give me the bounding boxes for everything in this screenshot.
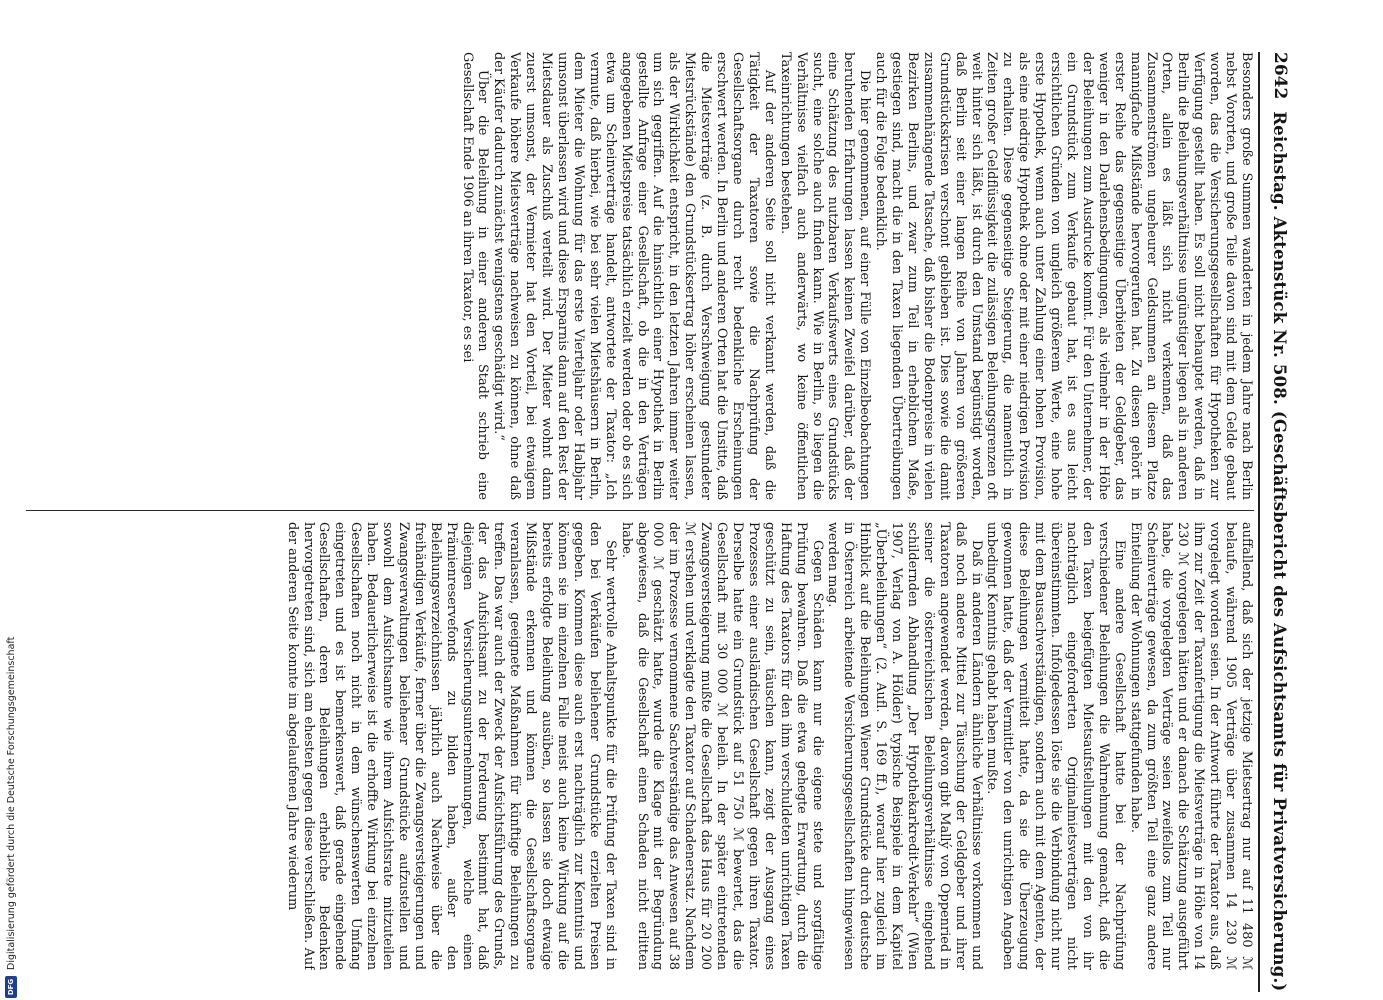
paragraph: Sehr wertvolle Anhaltspunkte für die Prüfung der Taxen sind in den bei Verkäufen beliehener Grundstücke erzielten Preisen gegeben. Kommen diese auch erst nachträglich zur Kenntnis und können sie im einzelnen Falle meist auch keine Wirkung auf die bereits erfolgte Beleihung ausüben, so lassen sie doch etwaige Mißstände erkennen und können die Gesellschaftsorgane veranlassen, geeignete Maßnahmen für künftige Beleihungen zu treffen. Das war auch der Zweck der Aufsichtsführung des Grunds, der das Aufsichtsamt zu der Forderung bestimmt hat, daß diejenigen Versicherungsunternehmungen, welche einen Prämienreservefonds zu bilden haben, außer den Beleihungsverzeichnissen jährlich auch Nachweise über die freihändigen Verkäufe, ferner über die Zwangsversteigerungen und Zwangsverwaltungen beliehener Grundstücke aufzustellen und sowohl dem Aufsichtsamte wie ihrem Aufsichtsrate mitzuteilen haben. Bedauerlicherweise ist die erhoffte Wirkung bei einzelnen Gesellschaften noch nicht in dem wünschenswerten Umfang eingetreten und es ist bemerkenswert, daß gerade eingehende Gesellschaften, deren Beleihungen erhebliche Bedenken hervorgetreten sind, sich am ehesten gegen diese verschließen. Auf der anderen Seite konnte im abgelaufenen Jahre wiederum — [284, 522, 618, 970]
page-header — [1258, 52, 1300, 992]
text-column-right — [26, 522, 1254, 970]
paragraph: Daß in anderen Ländern ähnliche Verhältnisse vorkommen und daß noch andere Mittel zur Täuschung der Geldgeber und ihrer Taxatoren angewendet werden, davon gibt Mallý von Oppenried in seiner die österreichischen Beleihungsverhältnisse eingehend schildernden Abhandlung „Der Hypothekarkredit-Verkehr“ (Wien 1907, Verlag von A. Hölder) typische Beispiele in dem Kapitel „Überbeleihungen“ (2. Aufl. S. 169 ff.), worauf hier zugleich im Hinblick auf die Beleihungen Wiener Grundstücke durch deutsche in Österreich arbeitende Versicherungsgesellschaften hingewiesen werden mag. — [825, 522, 984, 970]
paragraph: Gegen Schäden kann nur die eigene stete und sorgfältige Prüfung bewahren. Daß die etwa gehegte Erwartung, durch die Haftung des Taxators für den ihm verschuldeten unrichtigen Taxen geschützt zu sein, täuschen kann, zeigt der Ausgang eines Prozesses einer ausländischen Gesellschaft gegen ihren Taxator. Derselbe hatte ein Grundstück auf 51 750 ℳ bewertet, das die Gesellschaft mit 30 000 ℳ beleih. In der später eintretenden Zwangsversteigerung mußte die Gesellschaft das Haus für 20 200 ℳ erstehen und verklagte den Taxator auf Schadenersatz. Nachdem der im Prozesse vernommene Sachverständige das Anwesen auf 38 000 ℳ geschätzt hatte, wurde die Klage mit der Begründung abgewiesen, daß die Gesellschaft einen Schaden nicht erlitten habe. — [618, 522, 825, 970]
dfg-logo: DFG — [5, 976, 17, 998]
paragraph: Besonders große Summen wanderten in jedem Jahre nach Berlin nebst Vororten, und große Teile davon sind mit dem Gelde gebaut worden, das die Versicherungsgesellschaften für Hypotheken zur Verfügung gestellt haben. Es soll nicht behauptet werden, daß in Berlin die Beleihungsverhältnisse ungünstiger liegen als in anderen Orten, allein es läßt sich nicht verkennen, daß das Zusammenströmen ungeheurer Geldsummen an diesem Platze mannigfache Mißstände hervorgerufen hat. Zu diesen gehört in erster Reihe das gegenseitige Überbieten der Geldgeber, das weniger in den Darlehensbedingungen, als vielmehr in der Höhe der Beleihungen zum Ausdrucke kommt. Für den Unternehmer, der ein Grundstück zum Verkaufe gebaut hat, ist es aus leicht ersichtlichen Gründen von ungleich größerem Werte, eine hohe erste Hypothek, wenn auch unter Zahlung einer hohen Provision, als eine niedrige Hypothek ohne oder mit einer niedrigen Provision zu erhalten. Diese gegenseitige Steigerung, die namentlich in Zeiten großer Geldflüssigkeit die zulässigen Beleihungsgrenzen oft weit hinter sich läßt, ist durch den Umstand begünstigt worden, daß Berlin seit einer langen Reihe von Jahren von größeren Grundstückskrisen verschont geblieben ist. Dies sowie die damit zusammenhängende Tatsache, daß bisher die Bodenpreise in vielen Bezirken Berlins, und zwar zum Teil in erheblichem Maße, gestiegen sind, macht die in den Taxen liegenden Übertreibungen auch für die Folge bedenklich. — [873, 52, 1254, 500]
digitization-credit — [2, 0, 20, 998]
text-column-left — [26, 52, 1254, 500]
rotated-newspaper-page — [20, 52, 1300, 992]
paragraph: Auf der anderen Seite soll nicht verkannt werden, daß die Tätigkeit der Taxatoren sowie die Nachprüfung der Gesellschaftsorgane durch recht bedenkliche Erscheinungen erschwert werden. In Berlin und anderen Orten hat die Unsitte, daß die Mietsverträge (z. B. durch Verschweigung gestundeter Mietsrückstände) den Grundstücksertrag höher erscheinen lassen, als der Wirklichkeit entspricht, in den letzten Jahren immer weiter um sich gegriffen. Auf die hinsichtlich einer Hypothek in Berlin gestellte Anfrage einer Gesellschaft, ob die in den Verträgen angegebenen Mietspreise tatsächlich erzielt werden oder ob es sich etwa um Scheinverträge handelt, antwortete der Taxator: „Ich vermute, daß hierbei, wie bei sehr vielen Mietshäusern in Berlin, dem Mieter die Wohnung für das erste Vierteljahr oder Halbjahr umsonst überlassen wird und diese Ersparnis dann auf den Rest der Mietsdauer als Zuschuß verteilt wird. Der Mieter wohnt dann zuerst umsonst, der Vermieter hat den Vorteil, bei etwaigem Verkaufe höhere Mietsverträge nachweisen zu können, ohne daß der Käufer dadurch zunächst wenigstens geschädigt wird.“ — [491, 52, 777, 500]
running-head: Reichstag. Aktenstück Nr. 508. (Geschäftsbericht des Aufsichtsamts für Privatversicherung.) — [1270, 111, 1290, 992]
paragraph: Über die Beleihung in einer anderen Stadt schrieb eine Gesellschaft Ende 1906 an ihren Taxator, es sei — [459, 52, 491, 500]
column-divider — [26, 510, 1254, 511]
paragraph: Eine andere Gesellschaft hatte bei der Nachprüfung verschiedener Beleihungen die Wahrnehmung gemacht, daß die den Taxen beigefügten Mietsaufstellungen mit den von ihr nachträglich eingeforderten Originalmietsverträgen nicht übereinstimmten. Infolgedessen löste sie die Verbindung nicht nur mit dem Bausachverständigen, sondern auch mit dem Agenten, der diese Beleihungen vermittelt hatte, da sie die Überzeugung gewonnen hatte, daß der Vermittler von den unrichtigen Angaben unbedingt Kenntnis gehabt haben mußte. — [984, 522, 1127, 970]
credit-text: Digitalisierung gefördert durch die Deutsche Forschungsgemeinschaft — [5, 636, 17, 970]
paragraph: Die hier genommenen, auf einer Fülle von Einzelbeobachtungen beruhenden Erfahrungen lassen keinen Zweifel darüber, daß der eine Schätzung des nutzbaren Verkaufswerts eines Grundstücks sucht, eine solche auch finden kann. Wie in Berlin, so liegen die Verhältnisse vielfach auch anderwärts, wo keine öffentlichen Taxeinrichtungen bestehen. — [777, 52, 873, 500]
paragraph: auffallend, daß sich der jetzige Mietsertrag nur auf 11 480 ℳ belaufe, während 1905 Verträge über zusammen 14 230 ℳ vorgelegt worden seien. In der Antwort führte der Taxator aus, daß ihm zur Zeit der Taxanfertigung die Mietsverträge in Höhe von 14 230 ℳ vorgelegen hätten und er danach die Schätzung ausgeführt habe, die vorgelegten Verträge seien zweifellos zum Teil nur Scheinverträge gewesen, da zum größten Teil eine ganz andere Einteilung der Wohnungen stattgefunden habe. — [1127, 522, 1254, 970]
page-number: 2642 — [1270, 52, 1290, 100]
